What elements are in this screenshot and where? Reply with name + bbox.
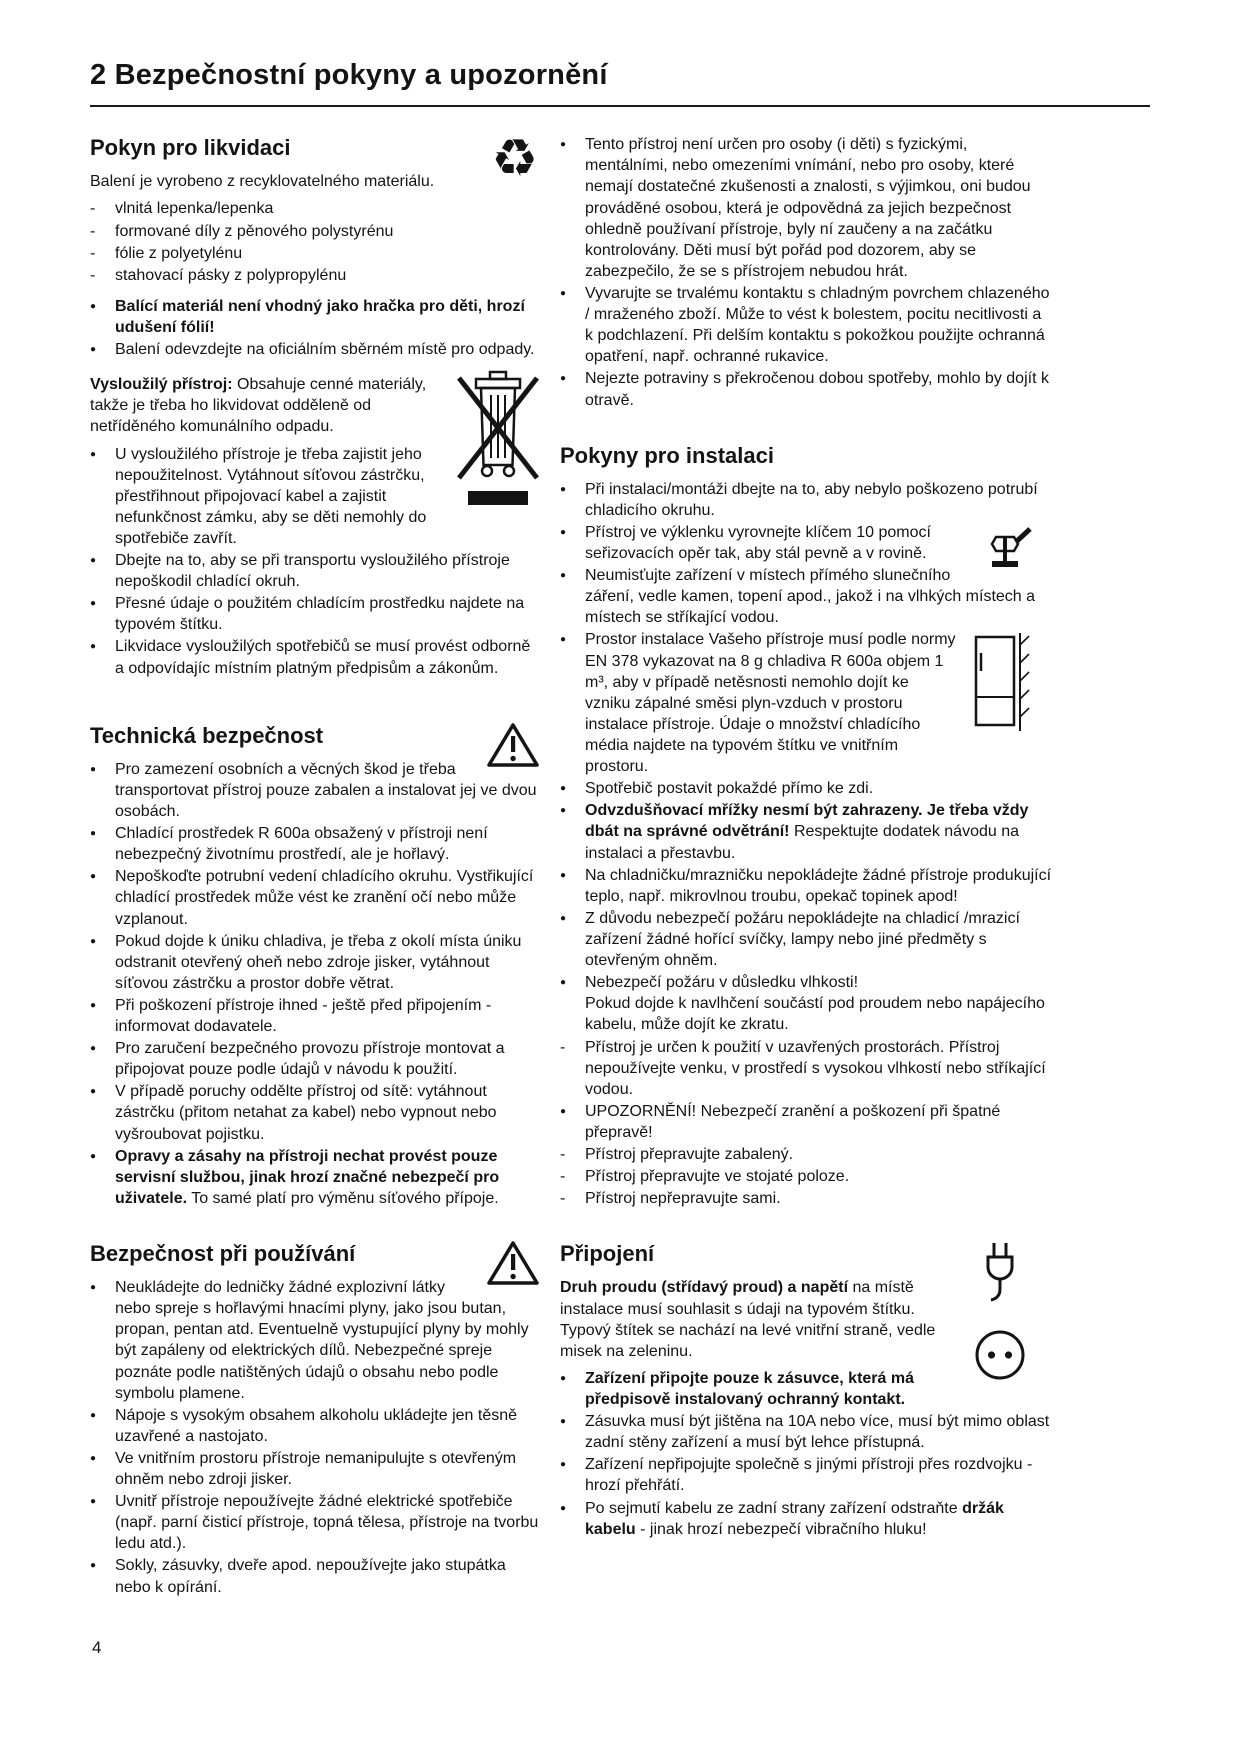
list-item: ● U vysloužilého přístroje je třeba zajistit jeho nepoužitelnost. Vytáhnout síťovou zástrčku, přestřihnout připojovací kabel a zajistit nefunkčnost zámku, aby se děti nemohly do spotřebiče zavřít. bbox=[90, 445, 427, 547]
list-item: ● Z důvodu nebezpečí požáru nepokládejte na chladicí /mrazicí zařízení žádné hořící svíčky, lampy nebo jiné předměty s otevřeným ohněm. bbox=[560, 909, 1020, 970]
general-bullet-list bbox=[560, 134, 1052, 410]
bullet-marker: ● bbox=[560, 1502, 567, 1514]
list-item: - Přístroj přepravujte ve stojaté poloze. bbox=[560, 1166, 1052, 1187]
list-item: ● Přesné údaje o použitém chladícím prostředku najdete na typovém štítku. bbox=[90, 595, 525, 634]
bullet-marker: ● bbox=[90, 1560, 97, 1572]
list-item: ● Pro zaručení bezpečného provozu přístroje montovat a připojovat pouze podle údajů v návodu k použití. bbox=[90, 1040, 505, 1079]
list-item: ● Ve vnitřním prostoru přístroje nemanipulujte s otevřeným ohněm nebo zdroji jisker. bbox=[90, 1449, 517, 1489]
list-item: ● Opravy a zásahy na přístroji nechat provést pouze servisní službou, jinak hrozí značné nebezpečí pro uživatele. To samé platí pro výměnu síťového přípoje. bbox=[90, 1147, 500, 1207]
list-item: ● Přístroj ve výklenku vyrovnejte klíčem 10 pomocí seřizovacích opěr tak, aby stál pevně a v rovině. bbox=[560, 523, 931, 563]
list-item: ● Tento přístroj není určen pro osoby (i děti) s fyzickými, mentálními, nebo omezeními vnímání, nebo pro osoby, které nemají dostatečné zkušenosti a znalosti, s výjimkou, oni budou prováděné osobou, která je odpovědná za jejich bezpečnost ohledně používaní přístroje, byly ní zaučeny a na začátku kontrolovány. Děti musí být pořád pod dozorem, aby se zabezpečilo, že se s přístrojem nebudou hrát. bbox=[560, 136, 1031, 280]
bullet-marker: ● bbox=[560, 869, 567, 881]
bullet-marker: ● bbox=[560, 977, 567, 989]
refrigerator-wall-icon bbox=[968, 631, 1030, 733]
bullet-marker: ● bbox=[560, 526, 567, 538]
list-item: - fólie z polyetylénu bbox=[90, 243, 542, 264]
technical-bullet-list bbox=[90, 759, 542, 1145]
bullet-marker: ● bbox=[90, 555, 97, 567]
bullet-marker: ● bbox=[560, 1416, 567, 1428]
bullet-marker: ● bbox=[90, 1452, 97, 1464]
bullet-marker: ● bbox=[560, 139, 567, 151]
list-item: ● UPOZORNĚNÍ! Nebezpečí zranění a poškození při špatné přepravě! bbox=[560, 1102, 1001, 1141]
list-item: ● Chladící prostředek R 600a obsažený v přístroji není nebezpečný životnímu prostředí, ale je hořlavý. bbox=[90, 825, 488, 864]
list-item: - Přístroj je určen k použití v uzavřených prostorách. Přístroj nepoužívejte venku, v prostředí s vysokou vlhkostí nebo stříkající vodou. bbox=[560, 1038, 1046, 1098]
list-item: - Přístroj nepřepravujte sami. bbox=[560, 1188, 1052, 1209]
list-item: ● Balící materiál není vhodný jako hračka pro děti, hrozí udušení fólií! bbox=[90, 297, 525, 336]
connection-intro: Druh proudu (střídavý proud) a napětí na místě instalace musí souhlasit s údaji na typovém štítku. Typový štítek se nachází na levé vnitřní straně, vedle misek na zeleninu. bbox=[560, 1279, 936, 1360]
bullet-marker: ● bbox=[560, 1459, 567, 1471]
warning-triangle-icon bbox=[486, 721, 540, 769]
bullet-marker: ● bbox=[90, 1043, 97, 1055]
bullet-marker: ● bbox=[560, 570, 567, 582]
bullet-marker: ● bbox=[560, 783, 567, 795]
section-disposal bbox=[90, 130, 542, 678]
plug-socket-icon bbox=[972, 1241, 1028, 1397]
bullet-marker: ● bbox=[90, 1409, 97, 1421]
list-item: ● Prostor instalace Vašeho přístroje musí podle normy EN 378 vykazovat na 8 g chladiva R 600a objem 1 m³, aby v případě netěsnosti nemohlo dojít ke vzniku zápalné směsi plyn-vzduch v prostoru instalace přístroje. Údaje o množství chladícího média najdete na typovém štítku ve vnitřním prostoru. bbox=[560, 631, 956, 776]
bullet-marker: ● bbox=[560, 912, 567, 924]
list-item: ● Zařízení nepřipojujte společně s jinými přístroji přes rozdvojku - hrozí přehřátí. bbox=[560, 1456, 1033, 1495]
list-item: - Přístroj přepravujte zabalený. bbox=[560, 1144, 1052, 1165]
list-item: ● Nepoškoďte potrubní vedení chladícího okruhu. Vystřikující chladící prostředek může vést ke zranění očí nebo může vzplanout. bbox=[90, 868, 534, 928]
recycling-icon: ♻ bbox=[491, 130, 538, 189]
list-item: - formované díly z pěnového polystyrénu bbox=[90, 221, 542, 242]
dash-marker: - bbox=[90, 200, 96, 218]
dash-marker: - bbox=[560, 1146, 566, 1164]
dash-marker: - bbox=[90, 266, 96, 284]
list-item: ● Likvidace vysloužilých spotřebičů se musí provést odborně a odpovídajíc místním platným předpisům a zákonům. bbox=[90, 638, 531, 677]
list-item: ● Pokud dojde k úniku chladiva, je třeba z okolí místa úniku odstranit otevřený oheň nebo zdroje jisker, vytáhnout síťovou zástrčku a prostor dobře větrat. bbox=[90, 932, 522, 992]
leveling-wrench-icon bbox=[976, 524, 1032, 570]
bullet-marker: ● bbox=[90, 828, 97, 840]
dash-marker: - bbox=[90, 244, 96, 262]
installation-heading: Pokyny pro instalaci bbox=[560, 442, 774, 468]
list-item: ● V případě poruchy oddělte přístroj od sítě: vytáhnout zástrčku (přitom netahat za kabel) nebo vypnout nebo vyšroubovat pojistku. bbox=[90, 1083, 497, 1143]
list-item: ● Zásuvka musí být jištěna na 10A nebo více, musí být mimo oblast zadní stěny zařízení a musí být lehce přístupná. bbox=[560, 1413, 1050, 1452]
old-appliance-lead: Vysloužilý přístroj: bbox=[90, 376, 233, 394]
dash-marker: - bbox=[90, 222, 96, 240]
list-item: ● Zařízení připojte pouze k zásuvce, která má předpisově instalovaný ochranný kontakt. bbox=[560, 1369, 914, 1409]
bullet-marker: ● bbox=[90, 1086, 97, 1098]
dash-marker: - bbox=[560, 1168, 566, 1186]
connection-intro-lead: Druh proudu (střídavý proud) a napětí bbox=[560, 1279, 849, 1297]
bullet-marker: ● bbox=[560, 483, 567, 495]
list-item: ● Balení odevzdejte na oficiálním sběrném místě pro odpady. bbox=[90, 341, 535, 359]
list-item: ● Sokly, zásuvky, dveře apod. nepoužívejte jako stupátka nebo k opírání. bbox=[90, 1557, 506, 1596]
list-item: ● Nápoje s vysokým obsahem alkoholu ukládejte jen těsně uzavřené a nastojato. bbox=[90, 1406, 518, 1445]
bullet-marker: ● bbox=[90, 1496, 97, 1508]
usage-bullet-list bbox=[90, 1277, 542, 1598]
disposal-dash-list bbox=[90, 198, 542, 285]
bullet-marker: ● bbox=[90, 871, 97, 883]
section-technical-safety bbox=[90, 721, 542, 1209]
list-item: - stahovací pásky z polypropylénu bbox=[90, 265, 542, 286]
old-appliance-paragraph: Vysloužilý přístroj: Obsahuje cenné materiály, takže je třeba ho likvidovat odděleně od netříděného komunálního odpadu. bbox=[90, 376, 427, 436]
bullet-marker: ● bbox=[90, 1150, 97, 1162]
list-item: ● Při instalaci/montáži dbejte na to, aby nebylo poškozeno potrubí chladicího okruhu. bbox=[560, 480, 1038, 519]
dash-marker: - bbox=[560, 1038, 566, 1056]
list-item: ● Dbejte na to, aby se při transportu vysloužilého přístroje nepoškodil chladící okruh. bbox=[90, 552, 510, 591]
right-column bbox=[560, 133, 1052, 1631]
bullet-marker: ● bbox=[90, 935, 97, 947]
bullet-marker: ● bbox=[90, 598, 97, 610]
bullet-marker: ● bbox=[90, 763, 97, 775]
list-item: ● Po sejmutí kabelu ze zadní strany zařízení odstraňte držák kabelu - jinak hrozí nebezpečí vibračního hluku! bbox=[560, 1499, 1004, 1538]
list-item: ● Spotřebič postavit pokaždé přímo ke zdi. bbox=[560, 780, 874, 798]
list-item: ● Nebezpečí požáru v důsledku vlhkosti! Pokud dojde k navlhčení součástí pod proudem nebo napájecího kabelu, může dojít ke zkratu. bbox=[560, 974, 1045, 1034]
bullet-marker: ● bbox=[560, 634, 567, 646]
weee-bin-icon bbox=[454, 365, 542, 513]
bullet-marker: ● bbox=[90, 344, 97, 356]
bullet-marker: ● bbox=[90, 448, 97, 460]
bullet-marker: ● bbox=[90, 1282, 97, 1294]
list-item: ● Neukládejte do ledničky žádné explozivní látky nebo spreje s hořlavými hnacími plyny, jako jsou butan, propan, pentan atd. Eventuelně vystupující plyny by mohly být zapáleny od elektrických dílů. Nebezpečné spreje poznáte podle natištěných údajů o obsahu nebo podle symbolu plamene. bbox=[90, 1279, 529, 1402]
page-header bbox=[90, 56, 1150, 107]
list-item: ● Nejezte potraviny s překročenou dobou spotřeby, mohlo by dojít k otravě. bbox=[560, 370, 1049, 409]
bullet-marker: ● bbox=[90, 641, 97, 653]
list-item: - vlnitá lepenka/lepenka bbox=[90, 198, 542, 219]
section-general-warnings bbox=[560, 134, 1052, 410]
disposal-heading: Pokyn pro likvidaci bbox=[90, 135, 291, 161]
usage-heading: Bezpečnost při používání bbox=[90, 1241, 356, 1267]
list-item: ● Uvnitř přístroje nepoužívejte žádné elektrické spotřebiče (např. parní čisticí přístroje, topná tělesa, přístroje na tvorbu ledu atd.). bbox=[90, 1493, 539, 1553]
list-item: ● Na chladničku/mrazničku nepokládejte žádné přístroje produkující teplo, např. mikrovlnou troubu, opekač topinek apod! bbox=[560, 866, 1052, 905]
section-installation bbox=[560, 441, 1052, 1210]
disposal-intro: Balení je vyrobeno z recyklovatelného materiálu. bbox=[90, 173, 435, 191]
list-item: ● Pro zamezení osobních a věcných škod je třeba transportovat přístroj pouze zabalen a instalovat jej ve dvou osobách. bbox=[90, 760, 537, 820]
list-item: ● Vyvarujte se trvalému kontaktu s chladným povrchem chlazeného / mraženého zboží. Může to vést k bolestem, pocitu necitlivosti a k podchlazení. Při delším kontaktu s pokožkou použijte ochranná opatření, např. ochranné rukavice. bbox=[560, 285, 1050, 366]
list-item: ● Odvzdušňovací mřížky nesmí být zahrazeny. Je třeba vždy dbát na správné odvětrání! Respektujte dodatek návodu na instalaci a přestavbu. bbox=[560, 802, 1029, 862]
content-columns bbox=[90, 130, 1150, 1631]
bullet-marker: ● bbox=[560, 288, 567, 300]
list-item: ● Při poškození přístroje ihned - ještě před připojením - informovat dodavatele. bbox=[90, 996, 492, 1036]
section-connection bbox=[560, 1239, 1052, 1539]
bullet-marker: ● bbox=[560, 373, 567, 385]
dash-marker: - bbox=[560, 1190, 566, 1208]
bullet-marker: ● bbox=[560, 1372, 567, 1384]
section-usage-safety bbox=[90, 1239, 542, 1598]
bullet-marker: ● bbox=[560, 1105, 567, 1117]
left-column bbox=[90, 130, 542, 1631]
connection-heading: Připojení bbox=[560, 1241, 655, 1267]
warning-triangle-icon bbox=[486, 1239, 540, 1287]
list-item: ● Neumisťujte zařízení v místech přímého slunečního záření, vedle kamen, topení apod., jakož i na vlhkých místech a místech se stříkající vodou. bbox=[560, 567, 1036, 627]
bullet-marker: ● bbox=[90, 999, 97, 1011]
bullet-marker: ● bbox=[560, 805, 567, 817]
page-number: 4 bbox=[92, 1637, 102, 1657]
bullet-marker: ● bbox=[90, 300, 97, 312]
page-title: 2 Bezpečnostní pokyny a upozornění bbox=[90, 59, 608, 91]
technical-heading: Technická bezpečnost bbox=[90, 722, 324, 748]
